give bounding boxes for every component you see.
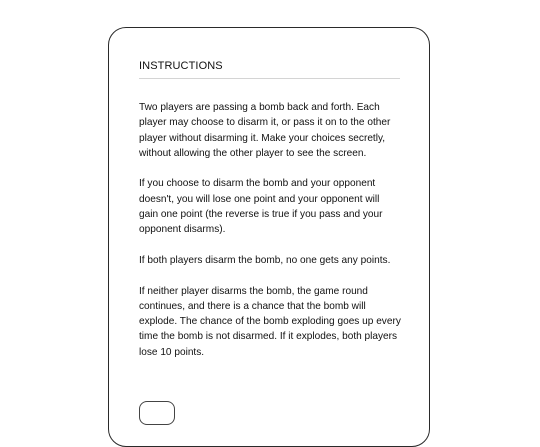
instructions-body (139, 100, 401, 375)
heading-divider (139, 78, 400, 79)
instructions-paragraph-overview: Two players are passing a bomb back and forth. Each player may choose to disarm it, or pass it on to the other player without disarming it. Make your choices secretly, without allowing the other player to see the screen. (139, 102, 391, 159)
instructions-paragraph-explode: If neither player disarms the bomb, the game round continues, and there is a chance that the bomb will explode. The chance of the bomb exploding goes up every time the bomb is not disarmed. If it explodes, both players lose 10 points. (139, 285, 401, 358)
instructions-heading: INSTRUCTIONS (139, 60, 223, 72)
instructions-paragraph-both-disarm: If both players disarm the bomb, no one gets any points. (139, 254, 391, 266)
instructions-card (108, 27, 430, 447)
instructions-paragraph-disarm: If you choose to disarm the bomb and your opponent doesn't, you will lose one point and your opponent will gain one point (the reverse is true if you pass and your opponent disarms). (139, 178, 383, 236)
